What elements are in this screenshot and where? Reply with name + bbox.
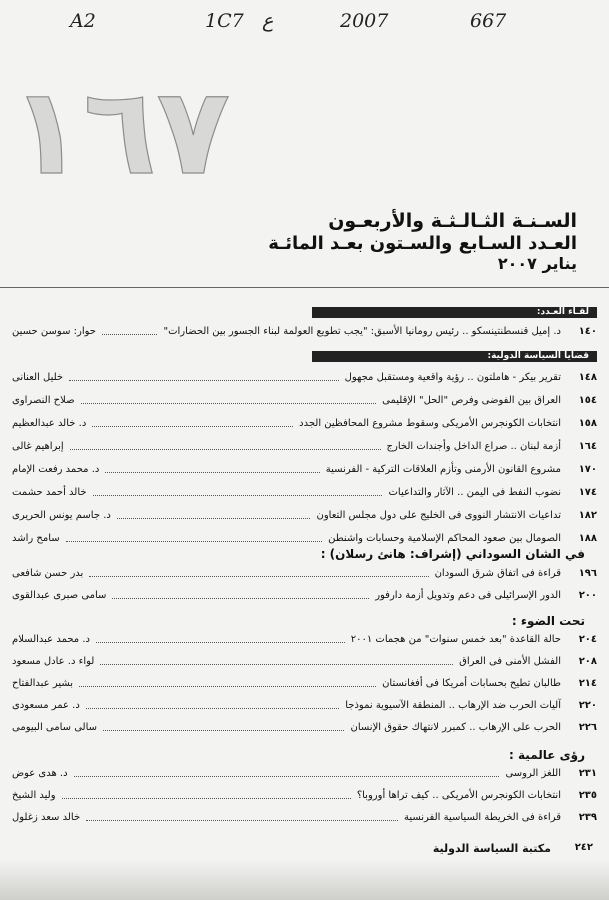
dot-leader xyxy=(96,642,345,643)
entry-page-number: ٢٢٠ xyxy=(578,700,597,711)
entry-page-number: ١٥٨ xyxy=(578,418,597,429)
entry-page-number: ١٤٠ xyxy=(578,326,597,337)
footer-section-title: مكتبة السياسة الدولية xyxy=(432,842,551,855)
masthead-year: السـنـة الثـالـثـة والأربعـون xyxy=(328,210,577,232)
dot-leader xyxy=(102,334,157,335)
entry-page-number: ١٥٤ xyxy=(578,395,597,406)
section-heading-sudan: في الشان السوداني (إشراف: هانئ رسلان) : xyxy=(320,547,585,561)
entry-page-number: ١٦٤ xyxy=(578,441,597,452)
entry-title: انتخابات الكونجرس الأمريكى وسقوط مشروع المحافظين الجدد xyxy=(299,418,561,429)
toc-entry[interactable] xyxy=(12,722,597,742)
handwritten-note-d: 2007 xyxy=(340,10,389,32)
toc-entry[interactable] xyxy=(12,656,597,676)
dot-leader xyxy=(89,576,429,577)
entry-author: صلاح النصراوى xyxy=(12,395,75,406)
entry-page-number: ١٨٨ xyxy=(578,533,597,544)
entry-title: الفشل الأمنى فى العراق xyxy=(459,656,561,667)
entry-page-number: ٢١٤ xyxy=(578,678,597,689)
entry-title: مشروع القانون الأرمنى وتأزم العلاقات التركية - الفرنسية xyxy=(325,464,561,475)
entry-title: قراءة فى اتفاق شرق السودان xyxy=(434,568,561,579)
entry-author: د. هدى عوض xyxy=(12,768,68,779)
masthead xyxy=(268,210,577,274)
section-bar-interview: لقـاء العـدد: xyxy=(312,307,597,318)
entry-title: تقرير بيكر - هاملتون .. رؤية واقعية ومستقبل مجهول xyxy=(344,372,561,383)
dot-leader xyxy=(92,426,293,427)
toc-entry[interactable] xyxy=(12,790,597,810)
toc-entry[interactable] xyxy=(12,487,597,507)
entry-author: د. خالد عبدالعظيم xyxy=(12,418,87,429)
dot-leader xyxy=(86,708,339,709)
entry-title: حالة القاعدة "بعد خمس سنوات" من هجمات ٢٠٠١ xyxy=(350,634,561,645)
handwritten-note-e: 667 xyxy=(470,10,507,32)
entry-author: د. جاسم يونس الحريرى xyxy=(12,510,111,521)
entry-title: أزمة لبنان .. صراع الداخل وأجندات الخارج xyxy=(386,441,561,452)
entry-page-number: ١٧٠ xyxy=(578,464,597,475)
toc-entry[interactable] xyxy=(12,568,597,588)
entry-title: آليات الحرب ضد الإرهاب .. المنطقة الآسيوية نموذجا xyxy=(345,700,561,711)
entry-page-number: ١٧٤ xyxy=(578,487,597,498)
entry-author: إبراهيم غالى xyxy=(12,441,64,452)
entry-author: د. عمر مسعودى xyxy=(12,700,80,711)
entry-title: العراق بين الفوضى وفرص "الحل" الإقليمى xyxy=(382,395,561,406)
masthead-issue: العـدد السـابع والسـتون بعـد المائـة xyxy=(268,232,577,254)
entry-page-number: ١٤٨ xyxy=(578,372,597,383)
dot-leader xyxy=(81,403,376,404)
entry-author: بدر حسن شافعى xyxy=(12,568,84,579)
dot-leader xyxy=(62,798,351,799)
footer-page-number: ٢٤٢ xyxy=(574,842,593,853)
dot-leader xyxy=(117,518,310,519)
entry-title: الدور الإسرائيلى فى دعم وتدويل أزمة دارفور xyxy=(375,590,561,601)
entry-title: الصومال بين صعود المحاكم الإسلامية وحسابات واشنطن xyxy=(328,533,561,544)
entry-title: طالبان تطيح بحسابات أمريكا فى أفغانستان xyxy=(382,678,561,689)
entry-page-number: ٢٣٩ xyxy=(578,812,597,823)
toc-entry[interactable] xyxy=(12,678,597,698)
entry-author: د. محمد رفعت الإمام xyxy=(12,464,100,475)
toc-entry[interactable] xyxy=(12,395,597,415)
divider xyxy=(0,287,609,288)
entry-author: خالد سعد زغلول xyxy=(12,812,81,823)
dot-leader xyxy=(103,730,344,731)
entry-page-number: ٢٣١ xyxy=(578,768,597,779)
toc-entry[interactable] xyxy=(12,590,597,610)
entry-author: لواء د. عادل مسعود xyxy=(12,656,95,667)
entry-author: حوار: سوسن حسين xyxy=(12,326,96,337)
entry-title: د. إميل قنسطنتينسكو .. رئيس رومانيا الأسبق: "يجب تطويع العولمة لبناء الجسور بين الحضارات" xyxy=(163,326,561,337)
dot-leader xyxy=(100,664,453,665)
entry-page-number: ١٩٦ xyxy=(578,568,597,579)
entry-title: نضوب النفط فى اليمن .. الآثار والتداعيات xyxy=(388,487,561,498)
toc-entry[interactable] xyxy=(12,812,597,832)
entry-author: خليل العنانى xyxy=(12,372,64,383)
scan-shadow xyxy=(0,860,609,900)
entry-page-number: ١٨٢ xyxy=(578,510,597,521)
toc-entry[interactable] xyxy=(12,700,597,720)
toc-entry[interactable] xyxy=(12,510,597,530)
dot-leader xyxy=(66,541,322,542)
entry-author: بشير عبدالفتاح xyxy=(12,678,74,689)
dot-leader xyxy=(79,686,376,687)
dot-leader xyxy=(93,495,382,496)
handwritten-note-c: ع xyxy=(262,10,274,32)
toc-entry[interactable] xyxy=(12,326,597,346)
dot-leader xyxy=(112,598,369,599)
issue-number: ١٦٧ xyxy=(10,63,230,202)
toc-entry[interactable] xyxy=(12,768,597,788)
entry-author: سامح راشد xyxy=(12,533,60,544)
entry-title: انتخابات الكونجرس الأمريكى .. كيف تراها أوروبا؟ xyxy=(356,790,561,801)
entry-title: اللغز الروسى xyxy=(505,768,561,779)
masthead-date: يناير ٢٠٠٧ xyxy=(497,254,577,274)
entry-author: سامى صبرى عبدالقوى xyxy=(12,590,107,601)
entry-author: سالى سامى البيومى xyxy=(12,722,97,733)
toc-entry[interactable] xyxy=(12,464,597,484)
entry-author: خالد أحمد حشمت xyxy=(12,487,87,498)
entry-author: د. محمد عبدالسلام xyxy=(12,634,90,645)
dot-leader xyxy=(69,380,339,381)
entry-title: تداعيات الانتشار النووى فى الخليج على دول مجلس التعاون xyxy=(316,510,561,521)
issue-number-graphic xyxy=(10,63,230,202)
section-heading-world-views: رؤى عالمية : xyxy=(509,748,585,762)
entry-author: وليد الشيخ xyxy=(12,790,56,801)
entry-title: الحرب على الإرهاب .. كمبرر لانتهاك حقوق الإنسان xyxy=(350,722,561,733)
dot-leader xyxy=(74,776,499,777)
entry-title: قراءة فى الخريطة السياسية الفرنسية xyxy=(403,812,561,823)
entry-page-number: ٢٢٦ xyxy=(578,722,597,733)
dot-leader xyxy=(105,472,320,473)
handwritten-note-a: A2 xyxy=(70,10,96,32)
toc-entry[interactable] xyxy=(12,634,597,654)
section-heading-spotlight: تحت الضوء : xyxy=(511,614,585,628)
section-bar-intl-issues: قضايا السياسة الدولية: xyxy=(312,351,597,362)
dot-leader xyxy=(86,820,398,821)
entry-page-number: ٢٠٤ xyxy=(578,634,597,645)
entry-page-number: ٢٠٨ xyxy=(578,656,597,667)
toc-entry[interactable] xyxy=(12,441,597,461)
dot-leader xyxy=(70,449,381,450)
toc-entry[interactable] xyxy=(12,418,597,438)
entry-page-number: ٢٣٥ xyxy=(578,790,597,801)
toc-entry[interactable] xyxy=(12,372,597,392)
entry-page-number: ٢٠٠ xyxy=(578,590,597,601)
handwritten-note-b: 1C7 xyxy=(205,10,244,32)
